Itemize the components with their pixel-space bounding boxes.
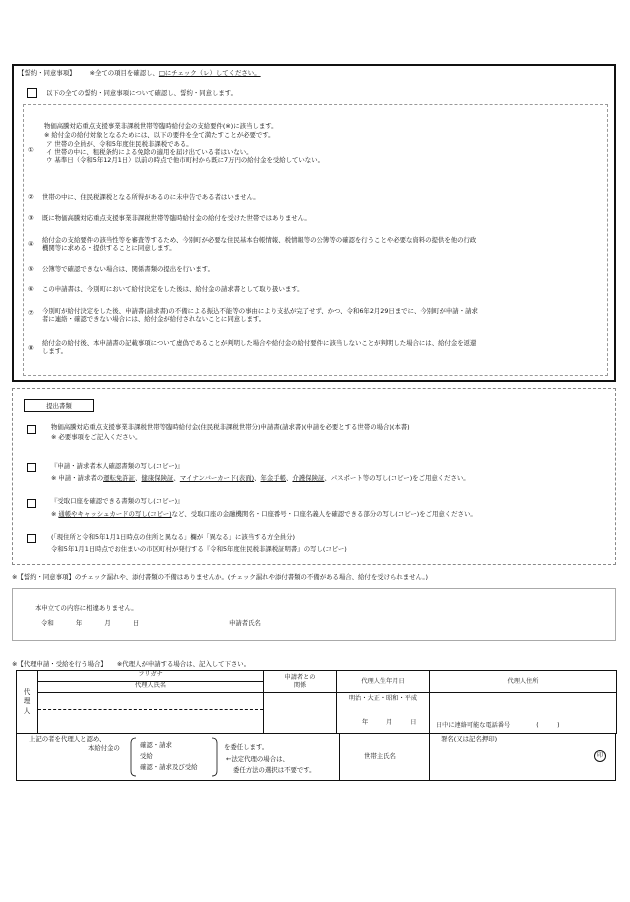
pledge-header <box>18 69 261 77</box>
pledge-item-1-line-b: イ 世帯の中に、租税条約による免除の適用を届け出ている者はいない。 <box>46 148 253 156</box>
doc-2-main: 『申請・請求者本人確認書類の写し(コピー)』 <box>51 462 184 470</box>
pledge-item-1 <box>28 140 598 164</box>
agree-all-checkbox[interactable] <box>27 88 37 98</box>
proxy-relation-field[interactable] <box>264 693 337 734</box>
doc-4-note: 令和5年1月1日時点でお住まいの市区町村が発行する『令和5年度住民税非課税証明書』の写し(コピー) <box>51 545 347 553</box>
pledge-item-7 <box>28 307 598 323</box>
household-head-label: 世帯主氏名 <box>364 752 396 760</box>
pledge-item-1-num: ① <box>28 146 34 154</box>
option-confirm-request[interactable]: 確認・請求 <box>140 741 172 749</box>
agree-all-label: 以下の全ての誓約・同意事項について確認し、誓約・同意します。 <box>46 89 238 97</box>
legal-note-1: ←法定代理の場合は、 <box>226 755 289 763</box>
proxy-phone-label: 日中に連絡可能な電話番号 ( ) <box>436 722 560 730</box>
pledge-instruction-prefix: ※全ての項目を確認し、 <box>89 69 159 77</box>
pledge-item-5-line: 公簿等で確認できない場合は、関係書類の提出を行います。 <box>42 265 215 273</box>
pledge-item-8-line-a: 給付金の給付後、本申請書の記載事項について虚偽であることが判明した場合や給付金の給付要件に該当しないことが判明した場合には、給付金を返還 <box>42 339 477 347</box>
applicant-name-label: 申請者氏名 <box>229 619 261 627</box>
pledge-item-7-num: ⑦ <box>28 309 34 317</box>
delegate-line-3: を委任します。 <box>224 743 269 751</box>
proxy-table <box>16 670 617 734</box>
signature-field[interactable] <box>432 745 612 777</box>
doc-1-checkbox[interactable] <box>27 425 36 434</box>
pledge-item-2-line: 世帯の中に、住民税課税となる所得があるのに未申告である者はいません。 <box>42 193 260 201</box>
confirmation-statement: 本申立ての内容に相違ありません。 <box>35 604 138 612</box>
confirmation-date[interactable]: 令和 年 月 日 <box>41 619 140 627</box>
proxy-relation-header: 申請者との 関係 <box>264 671 337 693</box>
pledge-item-3-num: ③ <box>28 214 34 222</box>
pledge-item-7-line-b: 者に連絡・確認できない場合には、給付金が給付されないことに同意します。 <box>42 315 266 323</box>
pledge-title: 【誓約・同意事項】 <box>18 69 76 77</box>
doc-1-note: ※ 必要事項をご記入ください。 <box>51 433 142 441</box>
legal-note-2: 委任方法の選択は不要です。 <box>233 766 316 774</box>
applicant-name-field[interactable] <box>270 614 600 628</box>
pledge-item-1-line-c: ウ 基準日（令和5年12月1日）以前の時点で他市町村から既に7万円の給付金を受給していない。 <box>46 156 324 164</box>
pledge-intro-line: 物価高騰対応重点支援事業非課税世帯等臨時給付金の支給要件(※)に該当します。 <box>44 122 278 130</box>
doc-3-main: 『受取口座を確認できる書類の写し(コピー)』 <box>51 497 184 505</box>
pledge-item-3 <box>28 214 598 222</box>
pledge-item-4-line-a: 給付金の支給要件の該当性等を審査等するため、今別町が必要な住民基本台帳情報、税情報等の公簿等の確認を行うことや必要な資料の提供を他の行政 <box>42 236 477 244</box>
doc-2-note: ※ 申請・請求者の運転免許証、健康保険証、マイナンバーカード(表面)、年金手帳、介護保険証、パスポート等の写し(コピー)をご用意ください。 <box>51 474 470 482</box>
doc-3-note: ※ 通帳やキャッシュカードの写し(コピー)など、受取口座の金融機関名・口座番号・口座名義人を確認できる部分の写し(コピー)をご用意ください。 <box>51 510 477 518</box>
delegate-line-1: 上記の者を代理人と認め、 <box>29 735 106 743</box>
pledge-item-8-line-b: します。 <box>42 347 68 355</box>
documents-title: 提出書類 <box>46 402 72 410</box>
option-both[interactable]: 確認・請求及び受給 <box>140 763 198 771</box>
proxy-side-label: 代 理 人 <box>17 671 38 734</box>
documents-title-box <box>24 399 94 412</box>
doc-1-main: 物価高騰対応重点支援事業非課税世帯等臨時給付金(住民税非課税世帯分)申請書(請求書)(申請を必要とする世帯の場合)(本書) <box>51 423 410 431</box>
pledge-item-7-line-a: 今別町が給付決定をした後、申請書(請求書)の不備による振込不能等の事由により支払が完了せず、かつ、令和6年2月29日までに、今別町が申請・請求 <box>42 307 478 315</box>
doc-4-main: (「現住所と令和5年1月1日時点の住所と異なる」欄が「異なる」に該当する方全員分) <box>51 533 296 541</box>
pledge-instruction-suffix: にチェック（レ）してください。 <box>164 69 261 77</box>
pledge-item-3-line: 既に物価高騰対応重点支援事業非課税世帯等臨時給付金の給付を受けた世帯ではありません。 <box>42 214 311 222</box>
pledge-instruction-box: □ <box>158 69 165 77</box>
proxy-heading: ※【代理申請・受給を行う場合】 ※代理人が申請する場合は、記入して下さい。 <box>12 660 251 668</box>
pledge-intro-note: ※ 給付金の給付対象となるためには、以下の要件を全て満たすことが必要です。 <box>44 131 275 139</box>
doc-4-checkbox[interactable] <box>27 534 36 543</box>
pledge-item-5-num: ⑤ <box>28 265 34 273</box>
pledge-item-8 <box>28 339 598 355</box>
pledge-item-4 <box>28 236 598 252</box>
pledge-item-6-num: ⑥ <box>28 285 34 293</box>
pledge-item-2 <box>28 193 598 201</box>
pledge-item-2-num: ② <box>28 193 34 201</box>
proxy-address-field[interactable] <box>430 693 617 734</box>
pledge-item-4-line-b: 機関等に求める・提供することに同意します。 <box>42 244 176 252</box>
option-receive[interactable]: 受給 <box>140 752 153 760</box>
proxy-name-field[interactable] <box>38 693 264 734</box>
pledge-item-6 <box>28 285 598 293</box>
proxy-furigana-header: フリガナ <box>38 671 264 682</box>
proxy-birth-header: 代理人生年月日 <box>337 671 430 693</box>
proxy-name-header: 代理人氏名 <box>38 682 264 693</box>
delegate-line-2: 本給付金の <box>88 744 120 752</box>
signature-label: 署名(又は記名押印) <box>441 735 498 743</box>
pledge-item-5 <box>28 265 598 273</box>
doc-2-checkbox[interactable] <box>27 463 36 472</box>
doc-3-checkbox[interactable] <box>27 499 36 508</box>
pledge-item-4-num: ④ <box>28 240 34 248</box>
pledge-item-8-num: ⑧ <box>28 344 34 352</box>
pledge-item-1-line-a: ア 世帯の全員が、令和5年度住民税非課税である。 <box>46 140 193 148</box>
proxy-furigana-field[interactable] <box>38 693 263 710</box>
notice-text: ※【誓約・同意事項】のチェック漏れや、添付書類の不備はありませんか。(チェック漏れや添付書類の不備がある場合、給付を受けられません。) <box>12 573 429 581</box>
proxy-address-header: 代理人住所 <box>430 671 617 693</box>
seal-mark: 印 <box>594 750 606 762</box>
proxy-birth-field[interactable]: 明治・大正・昭和・平成 年 月 日 <box>337 693 430 734</box>
pledge-item-6-line: この申請書は、今別町において給付決定をした後は、給付金の請求書として取り扱います。 <box>42 285 304 293</box>
